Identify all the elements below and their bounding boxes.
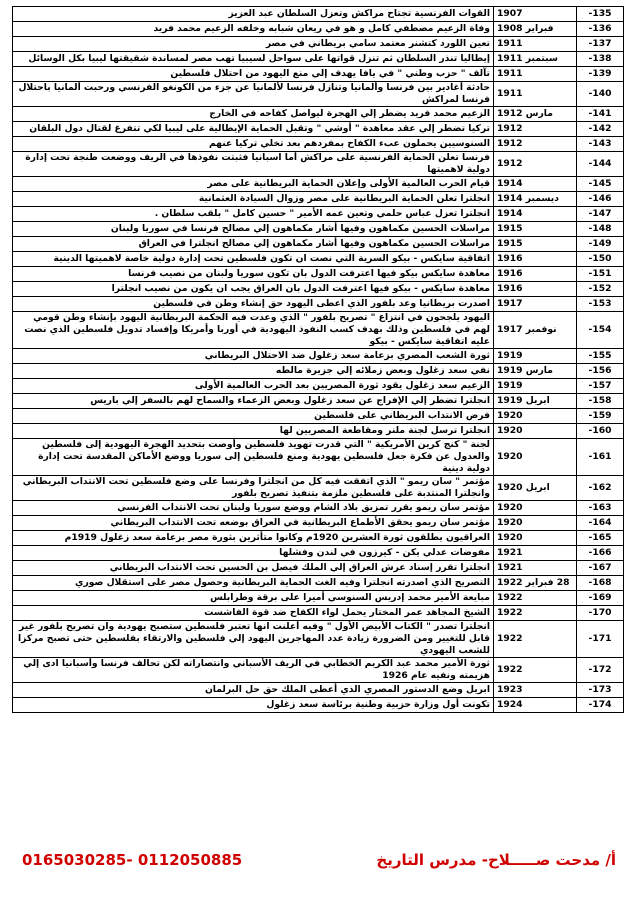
event-number: -144 [577, 152, 624, 177]
event-number: -154 [577, 312, 624, 349]
event-description: تعين اللورد كتشنر معتمد سامي بريطاني في مصر [13, 37, 494, 52]
timeline-row [13, 122, 624, 137]
event-date: 1921 [494, 546, 577, 561]
timeline-row [13, 476, 624, 501]
timeline-row [13, 546, 624, 561]
event-number: -158 [577, 394, 624, 409]
timeline-row [13, 439, 624, 476]
event-number: -162 [577, 476, 624, 501]
page-footer [22, 847, 616, 873]
event-description: تركيا تضطر إلي عقد معاهدة " أوشي " وتقبل الحماية الإيطالية على ليبيا لكي تتفرغ لقتال دول البلقان [13, 122, 494, 137]
event-description: انجلترا ترسل لجنة ملنر ومقاطعة المصريين لها [13, 424, 494, 439]
event-description: ثورة الأمير محمد عبد الكريم الخطابي في الريف الأسباني وانتصاراته لكن تحالف فرنسا وأسبانيا ادى إلي هزيمته ونفيه عام 1926 [13, 658, 494, 683]
event-date: 1920 [494, 516, 577, 531]
event-number: -140 [577, 82, 624, 107]
event-date: 1911 [494, 67, 577, 82]
event-date: 1922 [494, 658, 577, 683]
timeline-row [13, 237, 624, 252]
event-date: 1922 [494, 591, 577, 606]
timeline-row [13, 349, 624, 364]
timeline-row [13, 379, 624, 394]
event-number: -164 [577, 516, 624, 531]
event-number: -147 [577, 207, 624, 222]
event-number: -137 [577, 37, 624, 52]
event-number: -142 [577, 122, 624, 137]
timeline-table [12, 6, 624, 713]
timeline-row [13, 52, 624, 67]
event-date: 1921 [494, 561, 577, 576]
timeline-row [13, 192, 624, 207]
event-number: -146 [577, 192, 624, 207]
timeline-row [13, 312, 624, 349]
event-number: -173 [577, 683, 624, 698]
event-date: مارس 1919 [494, 364, 577, 379]
timeline-row [13, 82, 624, 107]
event-number: -167 [577, 561, 624, 576]
event-number: -168 [577, 576, 624, 591]
event-number: -163 [577, 501, 624, 516]
event-number: -135 [577, 7, 624, 22]
event-date: ديسمبر 1914 [494, 192, 577, 207]
event-description: فرنسا تعلن الحماية الفرنسية على مراكش أما اسبانيا فثبتت نفوذها في الريف ووضعت طنجة تحت إدارة دولية لاهميتها [13, 152, 494, 177]
event-description: التصريح الذي اصدرته انجلترا وفيه الغت الحماية البريطانية وحصول مصر على استقلال صوري [13, 576, 494, 591]
event-date: 1912 [494, 122, 577, 137]
event-date: 28 فبراير 1922 [494, 576, 577, 591]
event-description: مؤتمر " سان ريمو " الذي اتفقت فيه كل من انجلترا وفرنسا على وضع فلسطين تحت الانتداب البريطاني وانجلترا المنتدبة على فلسطين ملزمة بتنفيذ تصريح بلفور [13, 476, 494, 501]
event-date: 1916 [494, 252, 577, 267]
event-number: -150 [577, 252, 624, 267]
event-description: القوات الفرنسية تجتاح مراكش وتعزل السلطان عبد العزيز [13, 7, 494, 22]
event-date: 1915 [494, 237, 577, 252]
event-date: ابريل 1919 [494, 394, 577, 409]
timeline-row [13, 561, 624, 576]
timeline-row [13, 364, 624, 379]
timeline-row [13, 621, 624, 658]
event-description: فرض الانتداب البريطاني على فلسطين [13, 409, 494, 424]
event-date: مارس 1912 [494, 107, 577, 122]
event-description: حادثة أغادير بين فرنسا وألمانيا وتنازل فرنسا لألمانيا عن جزء من الكونغو الفرنسي ورحبت ألمانيا باحتلال فرنسا لمراكش [13, 82, 494, 107]
event-description: مراسلات الحسين مكماهون وفيها أشار مكماهون إلي مصالح انجلترا في العراق [13, 237, 494, 252]
event-number: -161 [577, 439, 624, 476]
timeline-rows [13, 7, 624, 713]
event-date: 1916 [494, 267, 577, 282]
event-date: 1920 [494, 424, 577, 439]
event-number: -174 [577, 698, 624, 713]
event-description: العراقيون يطلقون ثورة العشرين 1920م وكانوا متأثرين بثورة مصر بزعامة سعد زغلول 1919م [13, 531, 494, 546]
event-date: 1922 [494, 606, 577, 621]
event-number: -156 [577, 364, 624, 379]
event-description: معاهدة سايكس - بيكو فيها اعترفت الدول بان العراق يجب ان يكون من نصيب انجلترا [13, 282, 494, 297]
event-number: -171 [577, 621, 624, 658]
event-description: مؤتمر سان ريمو يحقق الأطماع البريطانية في العراق بوضعه تحت الانتداب البريطاني [13, 516, 494, 531]
event-date: نوفمبر 1917 [494, 312, 577, 349]
event-description: مراسلات الحسين مكماهون وفيها أشار مكماهون إلي مصالح فرنسا في سوريا ولبنان [13, 222, 494, 237]
event-description: انجلترا تضطر إلي الإفراج عن سعد زغلول وبعض الزعماء والسماح لهم بالسفر إلي باريس [13, 394, 494, 409]
timeline-row [13, 37, 624, 52]
event-number: -143 [577, 137, 624, 152]
event-description: الشيخ المجاهد عمر المختار يحمل لواء الكفاح ضد قوة الفاشست [13, 606, 494, 621]
event-date: 1924 [494, 698, 577, 713]
event-description: انجلترا تعلن الحماية البريطانية على مصر وزوال السيادة العثمانية [13, 192, 494, 207]
event-date: 1915 [494, 222, 577, 237]
timeline-row [13, 67, 624, 82]
history-timeline-sheet [12, 6, 624, 713]
event-number: -169 [577, 591, 624, 606]
event-description: مبايعة الأمير محمد إدريس السنوسي أميرا على برقة وطرابلس [13, 591, 494, 606]
event-date: فبراير 1908 [494, 22, 577, 37]
timeline-row [13, 591, 624, 606]
timeline-row [13, 152, 624, 177]
timeline-row [13, 267, 624, 282]
event-description: السنوسيين يحملون عبء الكفاح بمفردهم بعد تخلي تركيا عنهم [13, 137, 494, 152]
phone-numbers: 0165030285- 0112050885 [22, 851, 243, 869]
event-date: 1920 [494, 439, 577, 476]
event-number: -149 [577, 237, 624, 252]
event-date: 1920 [494, 409, 577, 424]
timeline-row [13, 282, 624, 297]
event-number: -170 [577, 606, 624, 621]
event-number: -152 [577, 282, 624, 297]
timeline-row [13, 207, 624, 222]
timeline-row [13, 501, 624, 516]
event-date: 1912 [494, 137, 577, 152]
event-date: 1920 [494, 531, 577, 546]
timeline-row [13, 137, 624, 152]
event-description: مفوضات عدلي يكن - كيرزون في لندن وفشلها [13, 546, 494, 561]
event-description: تكونت أول وزارة حزبية وطنية برئاسة سعد زغلول [13, 698, 494, 713]
event-number: -159 [577, 409, 624, 424]
event-date: 1919 [494, 349, 577, 364]
event-date: 1916 [494, 282, 577, 297]
event-date: 1917 [494, 297, 577, 312]
event-number: -136 [577, 22, 624, 37]
event-description: نفي سعد زغلول وبعض زملائه إلي جزيرة مالطه [13, 364, 494, 379]
timeline-row [13, 107, 624, 122]
event-number: -148 [577, 222, 624, 237]
event-number: -155 [577, 349, 624, 364]
event-date: 1914 [494, 177, 577, 192]
event-description: الزعيم محمد فريد يضطر إلي الهجرة ليواصل كفاحه في الخارج [13, 107, 494, 122]
event-number: -138 [577, 52, 624, 67]
timeline-row [13, 698, 624, 713]
event-date: 1911 [494, 37, 577, 52]
event-description: انجلترا تصدر " الكتاب الأبيض الأول " وفيه أعلنت انها تعتبر فلسطين ستصبح يهودية وان تصريح بلفور غير قابل للتغيير ومن الضرورة زيادة عدد المهاجرين اليهود إلي فلسطين والارتقاء بفلسطين حتى تصبح مركزا للشعب اليهودي [13, 621, 494, 658]
event-description: مؤتمر سان ريمو يقرر تمزيق بلاد الشام ووضع سوريا ولبنان تحت الانتداب الفرنسي [13, 501, 494, 516]
timeline-row [13, 177, 624, 192]
timeline-row [13, 252, 624, 267]
timeline-row [13, 22, 624, 37]
timeline-row [13, 409, 624, 424]
event-date: 1919 [494, 379, 577, 394]
teacher-signature: أ/ مدحت صـــــلاح- مدرس التاريخ [376, 851, 616, 869]
event-description: وفاة الزعيم مصطفي كامل و هو في ريعان شبابه وخلفه الزعيم محمد فريد [13, 22, 494, 37]
timeline-row [13, 222, 624, 237]
event-description: اليهود يلجحون في انتزاع " تصريح بلفور " الذي وعدت فيه الحكمة البريطانية اليهود بإنشاء وطن قومي لهم في فلسطين وذلك بهدف كسب النفوذ اليهودية في أوربا وأمريكا وإفساد تدويل فلسطين الذي نصت عليه اتفاقية سايكس - بيكو [13, 312, 494, 349]
event-date: 1911 [494, 82, 577, 107]
event-description: اصدرت بريطانيا وعد بلفور الذي اعطى اليهود حق إنشاء وطن في فلسطين [13, 297, 494, 312]
event-date: ابريل 1920 [494, 476, 577, 501]
timeline-row [13, 516, 624, 531]
event-date: 1922 [494, 621, 577, 658]
event-number: -160 [577, 424, 624, 439]
event-date: 1907 [494, 7, 577, 22]
event-date: 1914 [494, 207, 577, 222]
event-description: انجلترا تعزل عباس حلمي وتعين عمه الأمير " حسين كامل " بلقب سلطان . [13, 207, 494, 222]
event-description: الزعيم سعد زغلول يقود ثورة المصريين بعد الحرب العالمية الأولى [13, 379, 494, 394]
event-description: لجنة " كنج كرين الأمريكية " التي قدرت تهويد فلسطين وأوصت بتحديد الهجرة اليهودية إلى فلسطين والعدول عن فكرة جعل فلسطين يهودية ومنع فلسطين إلى سوريا ووضع الأماكن المقدسة تحت إدارة دولية دينية [13, 439, 494, 476]
event-description: اتفاقية سايكس - بيكو السرية التي نصت ان تكون فلسطين تحت إدارة دولية خاصة لاهميتها الدينية [13, 252, 494, 267]
timeline-row [13, 658, 624, 683]
event-description: معاهدة سايكس بيكو فيها اعترفت الدول بان تكون سوريا ولبنان من نصيب فرنسا [13, 267, 494, 282]
event-description: قيام الحرب العالمية الأولى وإعلان الحماية البريطانية على مصر [13, 177, 494, 192]
event-number: -172 [577, 658, 624, 683]
event-date: 1912 [494, 152, 577, 177]
event-number: -151 [577, 267, 624, 282]
timeline-row [13, 576, 624, 591]
event-description: ثورة الشعب المصري بزعامة سعد زغلول ضد الاحتلال البريطاني [13, 349, 494, 364]
event-number: -157 [577, 379, 624, 394]
timeline-row [13, 606, 624, 621]
timeline-row [13, 683, 624, 698]
event-description: ابريل وضع الدستور المصري الذي أعطى الملك حق حل البرلمان [13, 683, 494, 698]
timeline-row [13, 7, 624, 22]
event-number: -166 [577, 546, 624, 561]
timeline-row [13, 531, 624, 546]
event-number: -141 [577, 107, 624, 122]
event-description: إيطاليا تنذر السلطان ثم تنزل قواتها على سواحل لسيبيا تهب مصر لمساندة شقيقتها ليبيا بكل الوسائل [13, 52, 494, 67]
event-date: سبتمبر 1911 [494, 52, 577, 67]
event-number: -153 [577, 297, 624, 312]
event-number: -165 [577, 531, 624, 546]
event-date: 1923 [494, 683, 577, 698]
event-number: -145 [577, 177, 624, 192]
event-description: انجلترا تقرر إسناد عرش العراق إلي الملك فيصل بن الحسين تحت الانتداب البريطاني [13, 561, 494, 576]
event-description: تآلف " حزب وطني " في يافا يهدف إلي منع اليهود من احتلال فلسطين [13, 67, 494, 82]
timeline-row [13, 297, 624, 312]
event-date: 1920 [494, 501, 577, 516]
timeline-row [13, 424, 624, 439]
event-number: -139 [577, 67, 624, 82]
timeline-row [13, 394, 624, 409]
